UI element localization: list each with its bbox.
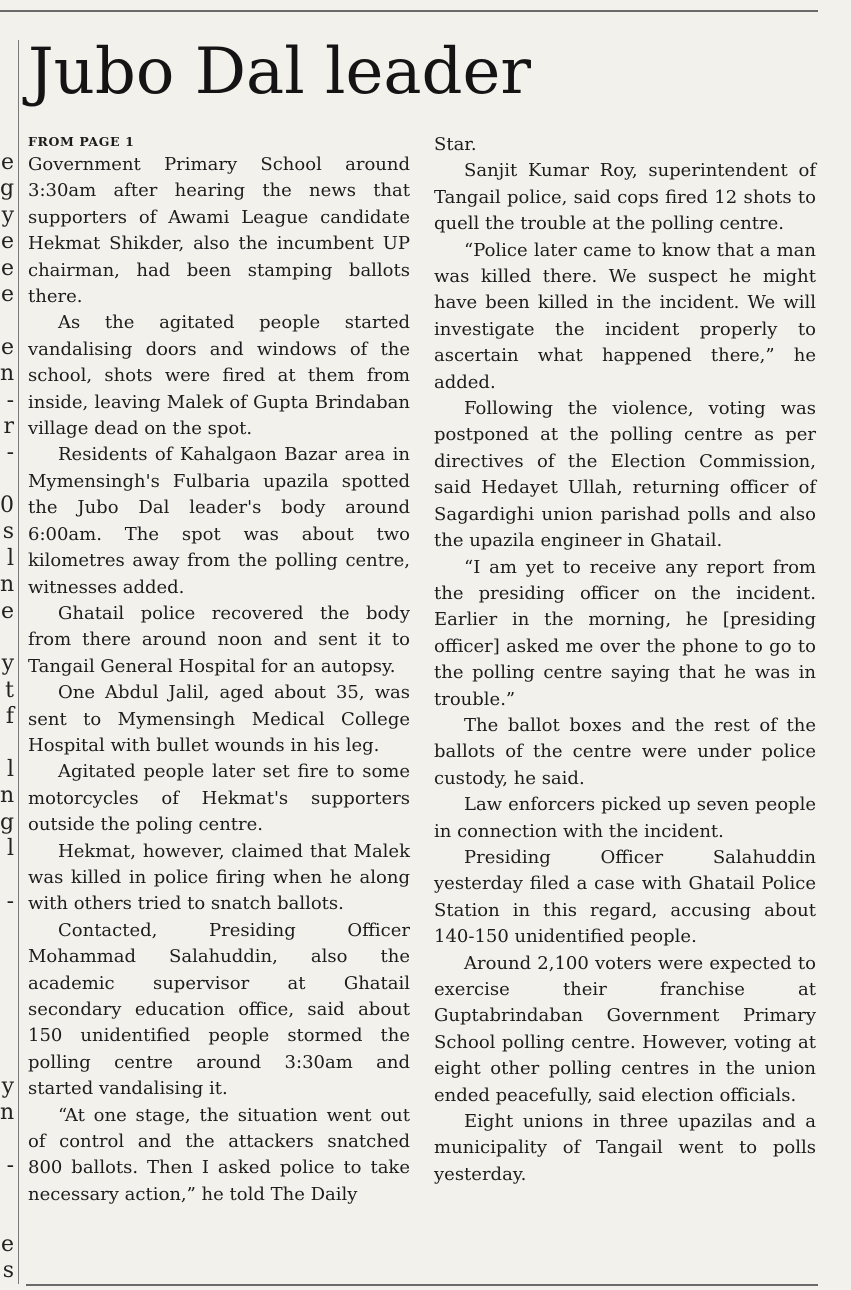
fragment-char: g — [0, 176, 15, 202]
fragment-char: n — [0, 783, 15, 809]
fragment-char — [0, 1206, 16, 1232]
fragment-char — [0, 1047, 16, 1073]
fragment-char — [0, 1126, 16, 1152]
paragraph: “I am yet to receive any report from the presiding officer on the incident. Earlier in the morning, he [presiding officer] asked me over the phone to go to the polling centre saying that he was in trouble.” — [434, 556, 816, 710]
fragment-char: y — [1, 202, 14, 228]
fragment-char — [0, 467, 16, 493]
column-divider — [18, 40, 19, 1284]
paragraph: Agitated people later set fire to some motorcycles of Hekmat's supporters outside the poling centre. — [28, 761, 410, 836]
paragraph: “At one stage, the situation went out of control and the attackers snatched 800 ballots. Then I asked police to take necessary action,” he told The Daily — [28, 1104, 410, 1205]
fragment-char: e — [0, 229, 14, 255]
paragraph: Following the violence, voting was postponed at the polling centre as per directives of the Election Commission, said Hedayet Ullah, returning officer of Sagardighi union parishad polls and also the upazila engineer in Ghatail. — [434, 398, 816, 552]
bottom-rule — [26, 1284, 818, 1286]
fragment-char — [0, 995, 16, 1021]
fragment-char: s — [2, 519, 14, 545]
fragment-char: n — [0, 572, 15, 598]
fragment-char — [0, 1021, 16, 1047]
fragment-char: g — [0, 809, 15, 835]
fragment-char: e — [0, 281, 14, 307]
fragment-char: r — [3, 413, 14, 439]
fragment-char: t — [5, 677, 14, 703]
adjacent-column-fragments — [0, 150, 16, 1290]
fragment-char: e — [0, 1232, 14, 1258]
headline: Jubo Dal leader — [28, 35, 531, 109]
paragraph: Eight unions in three upazilas and a municipality of Tangail went to polls yesterday. — [434, 1111, 816, 1185]
paragraph: One Abdul Jalil, aged about 35, was sent to Mymensingh Medical College Hospital with bullet wounds in his leg. — [28, 682, 410, 756]
fragment-char: - — [6, 440, 14, 466]
fragment-char — [0, 915, 16, 941]
fragment-char: e — [0, 150, 14, 175]
fragment-char: s — [2, 1258, 14, 1284]
paragraph: Sanjit Kumar Roy, superintendent of Tangail police, said cops fired 12 shots to quell the trouble at the polling centre. — [434, 160, 816, 235]
fragment-char — [0, 731, 16, 757]
fragment-char: y — [1, 651, 14, 677]
fragment-char: f — [5, 704, 14, 730]
fragment-char: n — [0, 361, 15, 387]
paragraph: Ghatail police recovered the body from there around noon and sent it to Tangail General Hospital for an autopsy. — [28, 602, 410, 677]
paragraph: Residents of Kahalgaon Bazar area in Mymensingh's Fulbaria upazila spotted the Jubo Dal leader's body around 6:00am. The spot was about two kilometres away from the polling centre, witnesses added. — [28, 444, 410, 598]
paragraph: “Police later came to know that a man was killed there. We suspect he might have been killed in the incident. We will investigate the incident properly to ascertain what happened there,” he added. — [434, 239, 816, 393]
paragraph: Law enforcers picked up seven people in connection with the incident. — [434, 794, 816, 842]
fragment-char: - — [6, 387, 14, 413]
paragraph: Around 2,100 voters were expected to exercise their franchise at Guptabrindaban Government Primary School polling centre. However, voting at eight other polling centres in the union ended peacefully, said election officials. — [434, 952, 816, 1106]
fragment-char: e — [0, 255, 14, 281]
kicker: FROM PAGE 1 — [28, 134, 135, 149]
fragment-char — [0, 863, 16, 889]
fragment-char: e — [0, 598, 14, 624]
fragment-char: 0 — [0, 493, 14, 519]
paragraph: Hekmat, however, claimed that Malek was killed in police firing when he along with others tried to snatch ballots. — [28, 840, 410, 915]
paragraph: As the agitated people started vandalising doors and windows of the school, shots were fired at them from inside, leaving Malek of Gupta Brindaban village dead on the spot. — [28, 312, 410, 440]
fragment-char: l — [6, 545, 14, 571]
fragment-char — [0, 625, 16, 651]
fragment-char: e — [0, 334, 14, 360]
article-column-2 — [434, 132, 816, 1188]
fragment-char — [0, 308, 16, 334]
fragment-char: - — [6, 888, 14, 914]
fragment-char: l — [6, 756, 14, 782]
fragment-char — [0, 942, 16, 968]
article-column-1 — [28, 132, 410, 1208]
top-rule — [0, 10, 818, 12]
paragraph: Contacted, Presiding Officer Mohammad Salahuddin, also the academic supervisor at Ghatail secondary education office, said about 150 unidentified people stormed the polling centre around 3:30am and started vandalising it. — [28, 919, 410, 1100]
fragment-char — [0, 1179, 16, 1205]
fragment-char — [0, 968, 16, 994]
paragraph: Government Primary School around 3:30am after hearing the news that supporters of Awami League candidate Hekmat Shikder, also the incumbent UP chairman, had been stamping ballots there. — [28, 154, 410, 308]
fragment-char: y — [1, 1073, 14, 1099]
paragraph: Presiding Officer Salahuddin yesterday filed a case with Ghatail Police Station in this regard, accusing about 140-150 unidentified people. — [434, 846, 816, 948]
paragraph: Star. — [434, 134, 477, 155]
fragment-char: - — [6, 1152, 14, 1178]
paragraph: The ballot boxes and the rest of the ballots of the centre were under police custody, he said. — [434, 714, 816, 789]
fragment-char: n — [0, 1100, 15, 1126]
fragment-char: l — [6, 836, 14, 862]
